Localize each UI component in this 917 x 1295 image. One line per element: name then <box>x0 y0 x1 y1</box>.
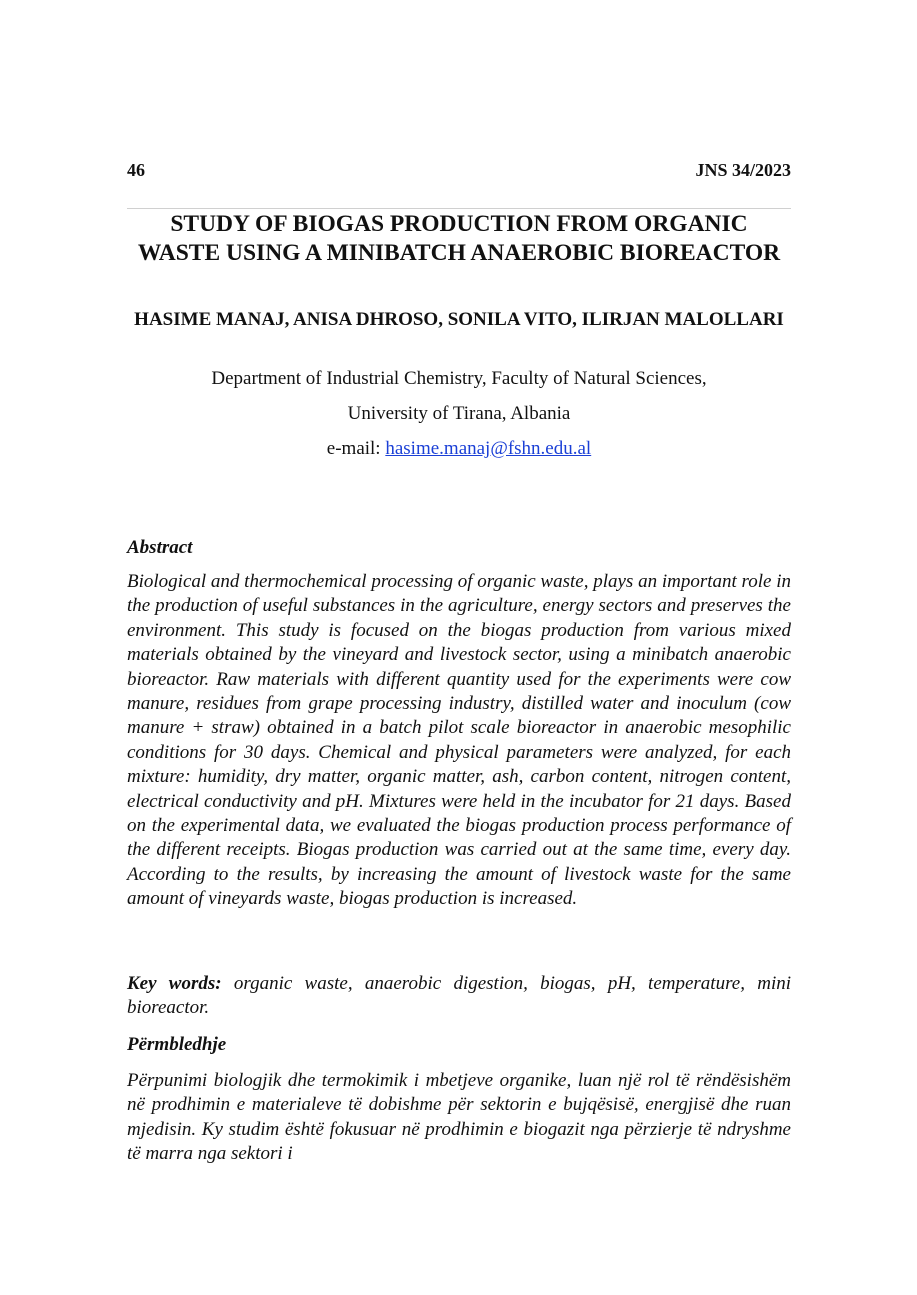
contact-email-line <box>127 437 791 461</box>
article-title: STUDY OF BIOGAS PRODUCTION FROM ORGANIC WASTE USING A MINIBATCH ANAEROBIC BIOREACTOR <box>137 211 781 266</box>
page-number: 46 <box>127 160 145 180</box>
summary-heading: Përmbledhje <box>127 1034 227 1055</box>
abstract-heading: Abstract <box>127 537 193 558</box>
running-header <box>127 160 791 186</box>
affiliation-university: University of Tirana, Albania <box>347 403 571 424</box>
author-list: HASIME MANAJ, ANISA DHROSO, SONILA VITO, ILIRJAN MALOLLARI <box>134 309 784 330</box>
email-label: e-mail: <box>326 438 386 459</box>
abstract-text: Biological and thermochemical processing of organic waste, plays an important role in the production of useful substances in the agriculture, energy sectors and preserves the environment. This study is focused on the biogas production from various mixed materials obtained by the vineyard and livestock sector, using a minibatch anaerobic bioreactor. Raw materials with different quantity used for the experiments were cow manure, residues from grape processing industry, distilled water and inoculum (cow manure + straw) obtained in a batch pilot scale bioreactor in anaerobic mesophilic conditions for 30 days. Chemical and physical parameters were analyzed, for each mixture: humidity, dry matter, organic matter, ash, carbon content, nitrogen content, electrical conductivity and pH. Mixtures were held in the incubator for 21 days. Based on the experimental data, we evaluated the biogas production process performance of the different receipts. Biogas production was carried out at the same time, every day. According to the results, by increasing the amount of livestock waste for the same amount of vineyards waste, biogas production is increased. <box>127 571 791 910</box>
email-link[interactable]: hasime.manaj@fshn.edu.al <box>385 438 592 459</box>
keywords-list: organic waste, anaerobic digestion, biogas, pH, temperature, mini bioreactor. <box>127 973 792 1019</box>
summary-text: Përpunimi biologjik dhe termokimik i mbetjeve organike, luan një rol të rëndësishëm në prodhimin e materialeve të dobishme për sektorin e bujqësisë, energjisë dhe ruan mjedisin. Ky studim është fokusuar në prodhimin e biogazit nga përzierje të ndryshme të marra nga sektori i <box>127 1070 791 1165</box>
keywords <box>127 972 791 1021</box>
keywords-label: Key words: <box>127 973 222 994</box>
journal-issue: JNS 34/2023 <box>695 160 791 180</box>
affiliation-department: Department of Industrial Chemistry, Faculty of Natural Sciences, <box>211 368 707 389</box>
header-divider <box>127 208 791 209</box>
